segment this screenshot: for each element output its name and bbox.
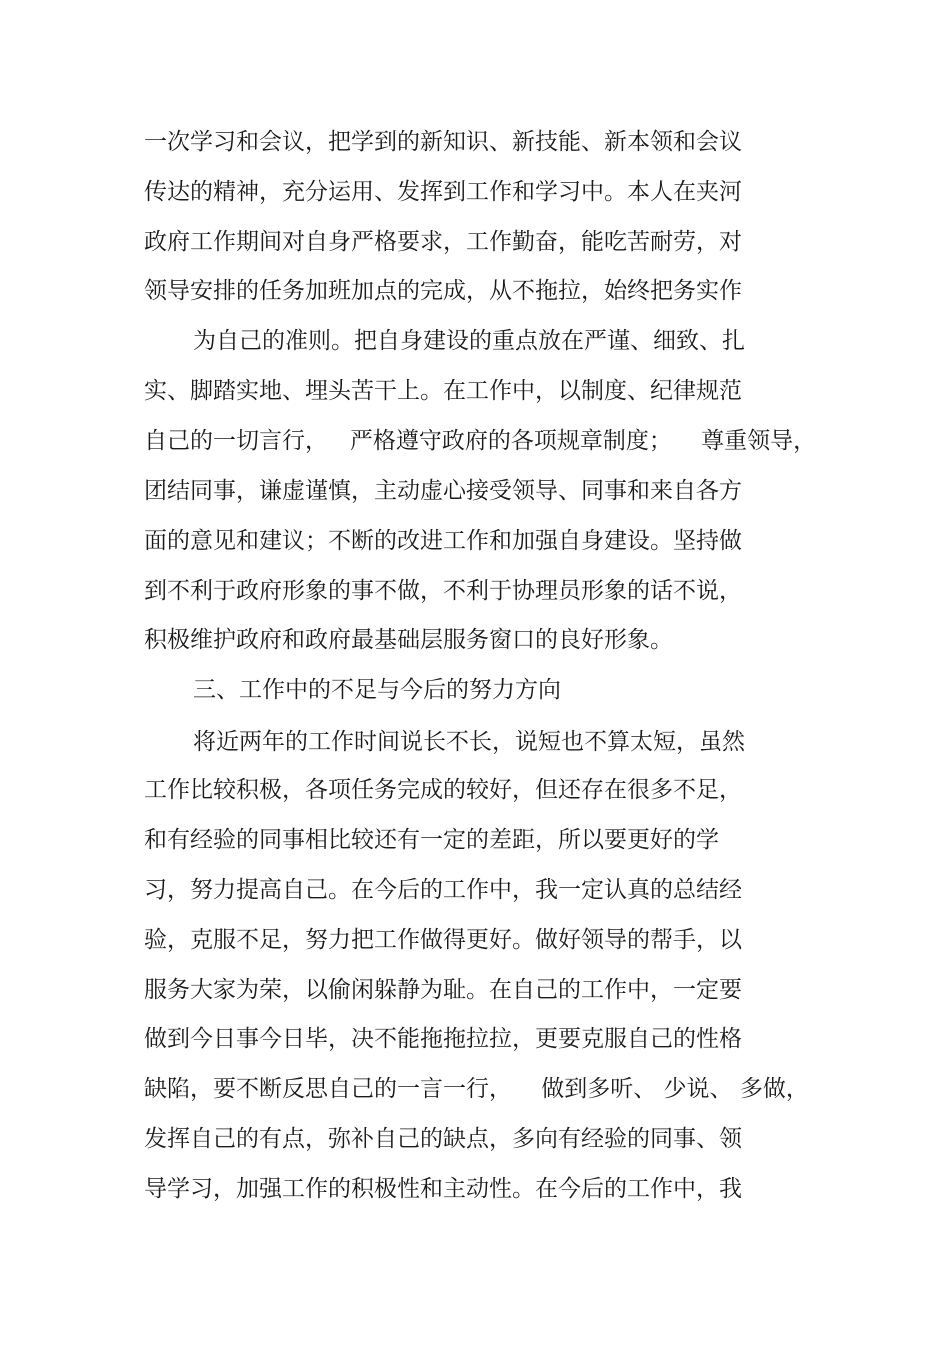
text-line: 做到今日事今日毕，决不能拖拖拉拉，更要克服自己的性格 (144, 1026, 742, 1052)
text-line: 验，克服不足，努力把工作做得更好。做好领导的帮手，以 (144, 927, 742, 953)
text-line: 一次学习和会议，把学到的新知识、新技能、新本领和会议 (144, 129, 742, 155)
text-line: 实、脚踏实地、埋头苦干上。在工作中，以制度、纪律规范 (144, 378, 742, 404)
section-heading: 三、工作中的不足与今后的努力方向 (193, 677, 561, 703)
text-line: 习，努力提高自己。在今后的工作中，我一定认真的总结经 (144, 877, 742, 903)
text-line: 导学习，加强工作的积极性和主动性。在今后的工作中，我 (144, 1176, 742, 1202)
text-line: 团结同事，谦虚谨慎，主动虚心接受领导、同事和来自各方 (144, 478, 742, 504)
text-line: 政府工作期间对自身严格要求，工作勤奋，能吃苦耐劳，对 (144, 229, 742, 255)
text-line: 服务大家为荣，以偷闲躲静为耻。在自己的工作中，一定要 (144, 977, 742, 1003)
text-line: 自己的一切言行， 严格遵守政府的各项规章制度； 尊重领导， (144, 428, 817, 454)
text-line: 工作比较积极，各项任务完成的较好，但还存在很多不足， (144, 777, 742, 803)
text-line: 和有经验的同事相比较还有一定的差距，所以要更好的学 (144, 827, 719, 853)
text-line: 缺陷，要不断反思自己的一言一行， 做到多听、 少说、 多做， (144, 1076, 809, 1102)
text-line: 传达的精神，充分运用、发挥到工作和学习中。本人在夹河 (144, 179, 742, 205)
text-line: 领导安排的任务加班加点的完成，从不拖拉，始终把务实作 (144, 278, 742, 304)
text-line: 将近两年的工作时间说长不长，说短也不算太短，虽然 (193, 729, 745, 755)
text-line: 到不利于政府形象的事不做，不利于协理员形象的话不说， (144, 578, 742, 604)
text-line: 为自己的准则。把自身建设的重点放在严谨、细致、扎 (193, 328, 745, 354)
text-line: 发挥自己的有点，弥补自己的缺点，多向有经验的同事、领 (144, 1126, 742, 1152)
text-line: 积极维护政府和政府最基础层服务窗口的良好形象。 (144, 627, 673, 653)
text-line: 面的意见和建议；不断的改进工作和加强自身建设。坚持做 (144, 528, 742, 554)
